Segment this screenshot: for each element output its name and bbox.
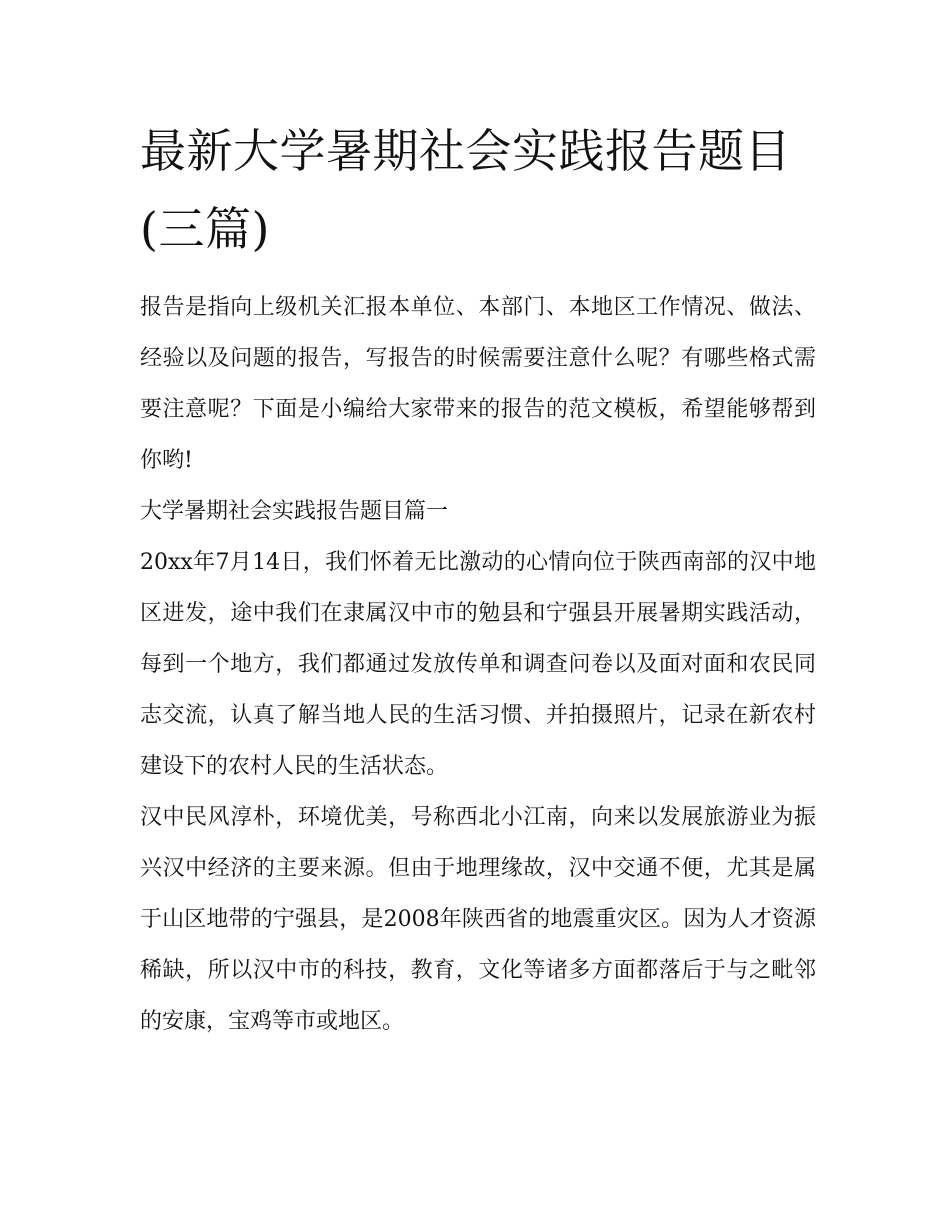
section-heading: 大学暑期社会实践报告题目篇一	[140, 499, 449, 524]
body-paragraph: 汉中民风淳朴，环境优美，号称西北小江南，向来以发展旅游业为振兴汉中经济的主要来源。但由于地理缘故，汉中交通不便，尤其是属于山区地带的宁强县，是2008年陕西省的地震重灾区。因为人才资源稀缺，所以汉中市的科技，教育，文化等诸多方面都落后于与之毗邻的安康，宝鸡等市或地区。	[140, 805, 816, 1034]
document-title: 最新大学暑期社会实践报告题目(三篇)	[140, 124, 791, 256]
document-page	[140, 112, 816, 1047]
body-paragraph: 20xx年7月14日，我们怀着无比激动的心情向位于陕西南部的汉中地区进发，途中我们在隶属汉中市的勉县和宁强县开展暑期实践活动，每到一个地方，我们都通过发放传单和调查问卷以及面对面和农民同志交流，认真了解当地人民的生活习惯、并拍摄照片，记录在新农村建设下的农村人民的生活状态。	[140, 550, 816, 779]
intro-paragraph: 报告是指向上级机关汇报本单位、本部门、本地区工作情况、做法、经验以及问题的报告，写报告的时候需要注意什么呢？有哪些格式需要注意呢？下面是小编给大家带来的报告的范文模板，希望能够帮到你哟!	[140, 295, 816, 473]
